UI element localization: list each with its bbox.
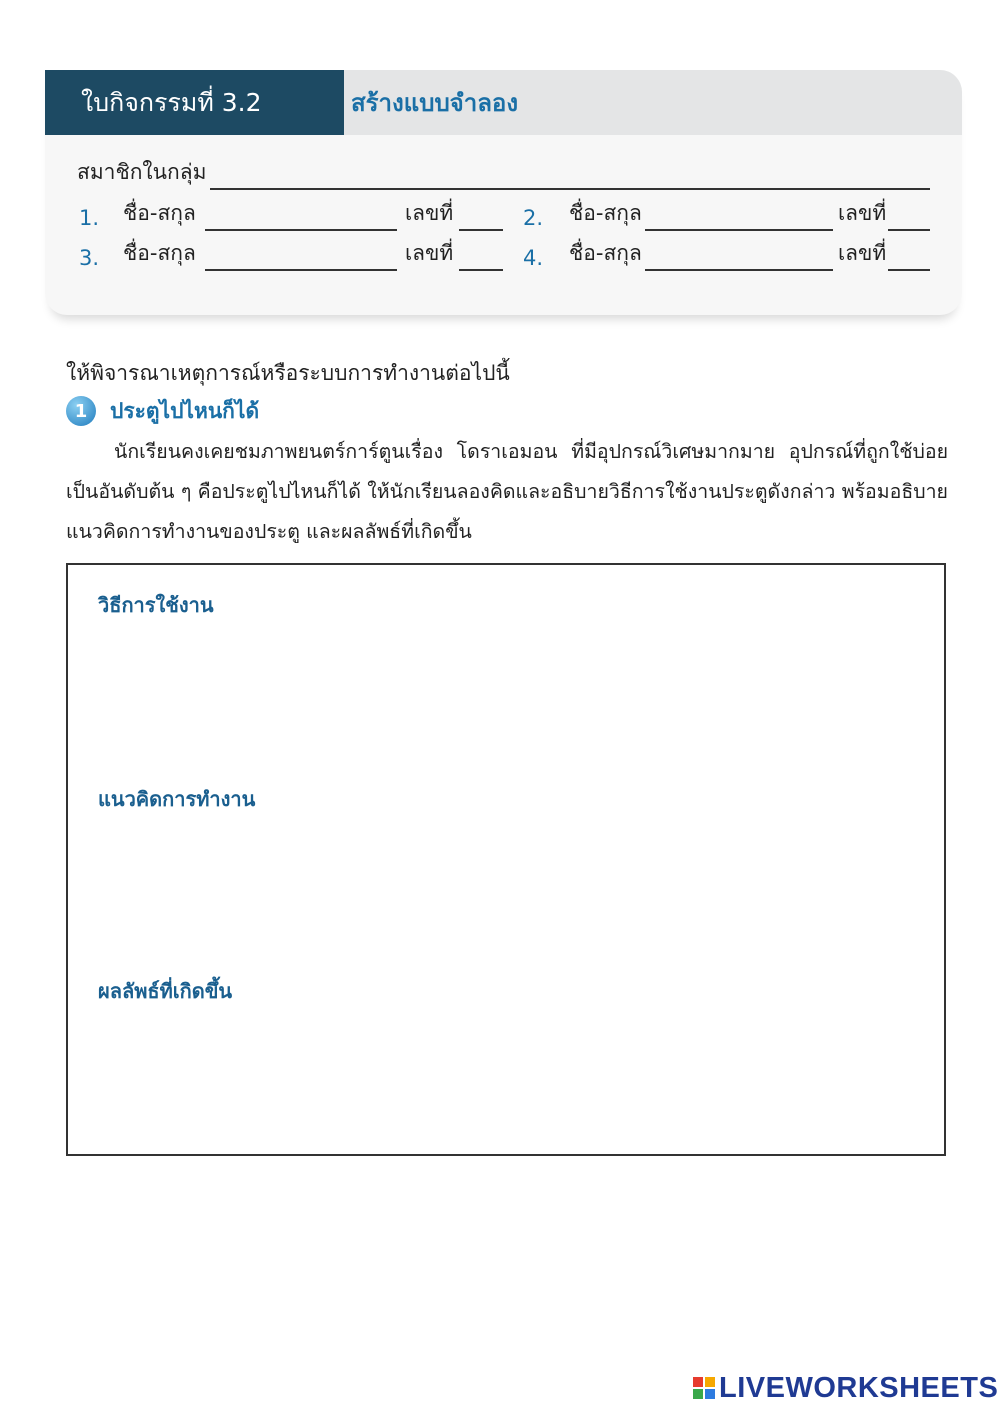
number-line[interactable]: [459, 269, 503, 271]
member-row: [45, 239, 962, 273]
number-label: เลขที่: [405, 201, 454, 225]
number-label: เลขที่: [838, 241, 887, 265]
logo-square: [693, 1377, 703, 1387]
answer-box[interactable]: [66, 563, 946, 1156]
name-label: ชื่อ-สกุล: [569, 241, 642, 265]
logo-square: [693, 1389, 703, 1399]
concept-label: แนวคิดการทำงาน: [98, 787, 256, 811]
name-line[interactable]: [205, 229, 397, 231]
name-label: ชื่อ-สกุล: [569, 201, 642, 225]
liveworksheets-logo-icon: [693, 1377, 715, 1399]
member-info-panel: [45, 70, 962, 315]
number-line[interactable]: [888, 229, 930, 231]
logo-square: [705, 1389, 715, 1399]
name-line[interactable]: [645, 229, 833, 231]
member-row: [45, 199, 962, 233]
number-line[interactable]: [459, 229, 503, 231]
activity-title: สร้างแบบจำลอง: [351, 89, 519, 117]
number-label: เลขที่: [405, 241, 454, 265]
number-label: เลขที่: [838, 201, 887, 225]
activity-label: ใบกิจกรรมที่ 3.2: [45, 70, 344, 135]
number-badge-icon: 1: [66, 396, 96, 426]
member-number: 4.: [523, 246, 544, 270]
group-members-line[interactable]: [210, 188, 930, 190]
logo-square: [705, 1377, 715, 1387]
member-number: 2.: [523, 206, 544, 230]
name-line[interactable]: [205, 269, 397, 271]
result-label: ผลลัพธ์ที่เกิดขึ้น: [98, 979, 233, 1003]
instruction-text: ให้พิจารณาเหตุการณ์หรือระบบการทำงานต่อไปนี้: [66, 361, 510, 385]
group-members-row: [45, 158, 962, 192]
section-heading: [66, 395, 259, 427]
usage-label: วิธีการใช้งาน: [98, 593, 214, 617]
section-paragraph: นักเรียนคงเคยชมภาพยนตร์การ์ตูนเรื่อง โดราเอมอน ที่มีอุปกรณ์วิเศษมากมาย อุปกรณ์ที่ถูกใช้บ่อยเป็นอันดับต้น ๆ คือประตูไปไหนก็ได้ ให้นักเรียนลองคิดและอธิบายวิธีการใช้งานประตูดังกล่าว พร้อมอธิบายแนวคิดการทำงานของประตู และผลลัพธ์ที่เกิดขึ้น: [66, 440, 948, 543]
liveworksheets-watermark: [693, 1372, 998, 1404]
member-number: 1.: [79, 206, 100, 230]
member-number: 3.: [79, 246, 100, 270]
group-members-label: สมาชิกในกลุ่ม: [77, 160, 207, 184]
name-label: ชื่อ-สกุล: [123, 201, 196, 225]
section-title: ประตูไปไหนก็ได้: [110, 398, 260, 423]
number-line[interactable]: [888, 269, 930, 271]
header-bar: [45, 70, 962, 135]
watermark-text: LIVEWORKSHEETS: [719, 1371, 999, 1404]
name-line[interactable]: [645, 269, 833, 271]
name-label: ชื่อ-สกุล: [123, 241, 196, 265]
